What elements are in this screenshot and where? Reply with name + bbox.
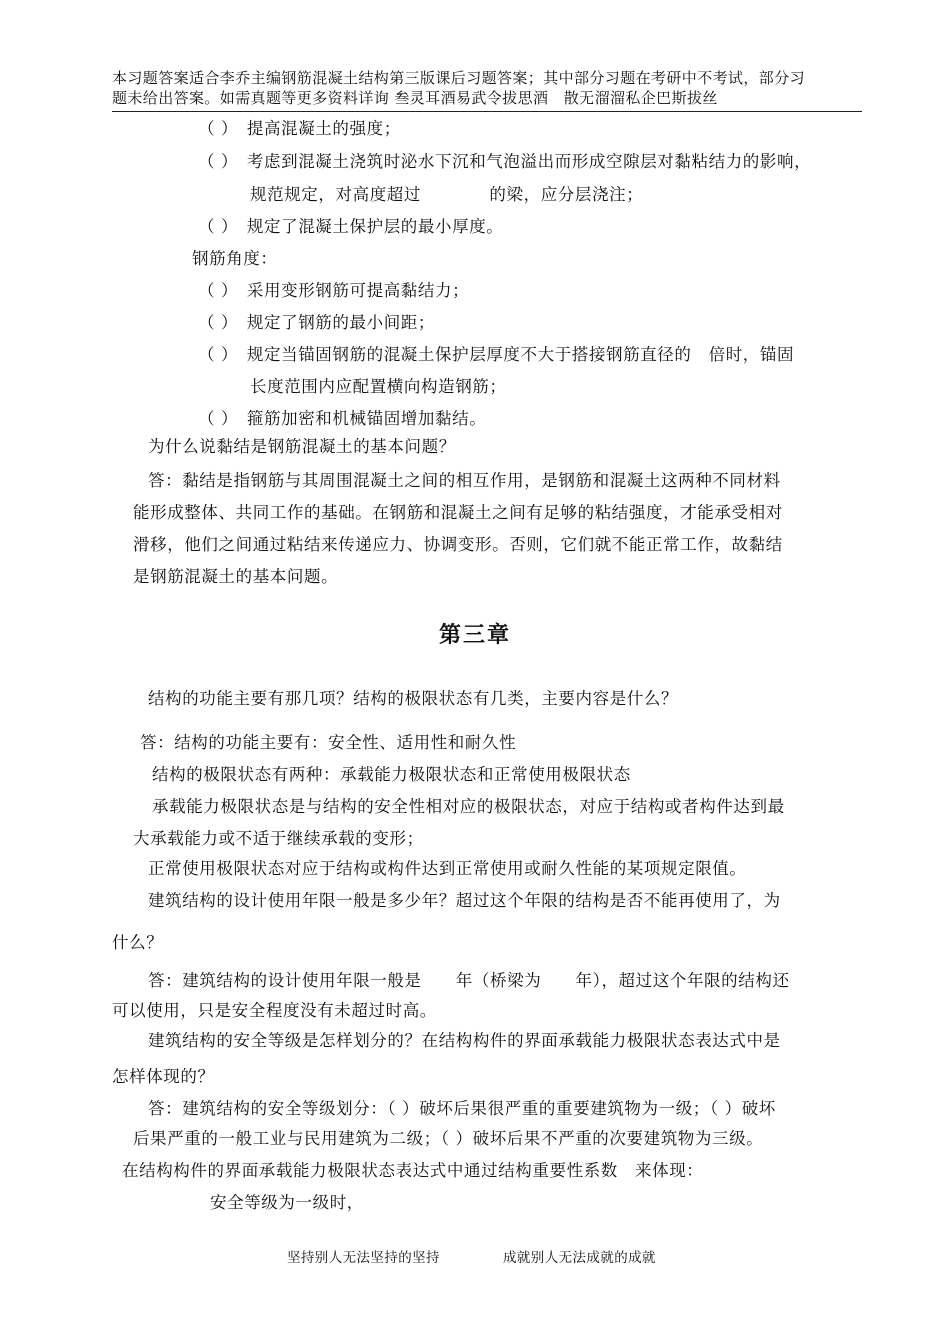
- life-answer-line-1: 答：建筑结构的设计使用年限一般是 年（桥梁为 年），超过这个年限的结构还: [148, 971, 790, 990]
- safety-answer-line-4: 安全等级为一级时，: [210, 1193, 364, 1212]
- header-line-2: 题未给出答案。如需真题等更多资料详询 叁灵耳酒易武令拔思酒 散无溜溜私企巴斯拔丝: [112, 89, 718, 107]
- concrete-item-3: （ ） 规定了混凝土保护层的最小厚度。: [198, 217, 504, 236]
- header-line-1: 本习题答案适合李乔主编钢筋混凝土结构第三版课后习题答案；其中部分习题在考研中不考试，部分习: [112, 69, 806, 87]
- function-answer-line-2: 结构的极限状态有两种：承载能力极限状态和正常使用极限状态: [152, 765, 631, 784]
- rebar-item-3-line-1: （ ） 规定当锚固钢筋的混凝土保护层厚度不大于搭接钢筋直径的 倍时，锚固: [198, 345, 795, 364]
- safety-answer-line-2: 后果严重的一般工业与民用建筑为二级；（ ）破坏后果不严重的次要建筑物为三级。: [133, 1129, 764, 1148]
- safety-answer-line-3: 在结构构件的界面承载能力极限状态表达式中通过结构重要性系数 来体现：: [122, 1161, 704, 1180]
- rebar-item-4: （ ） 箍筋加密和机械锚固增加黏结。: [198, 409, 487, 428]
- life-question-line-1: 建筑结构的设计使用年限一般是多少年？超过这个年限的结构是否不能再使用了，为: [148, 891, 781, 910]
- header-divider: [112, 111, 862, 112]
- bond-answer-line-2: 能形成整体、共同工作的基础。在钢筋和混凝土之间有足够的粘结强度，才能承受相对: [133, 503, 783, 522]
- bond-answer-line-3: 滑移，他们之间通过粘结来传递应力、协调变形。否则，它们就不能正常工作，故黏结: [133, 535, 783, 554]
- chapter-title: 第三章: [438, 622, 511, 648]
- rebar-item-3-line-2: 长度范围内应配置横向构造钢筋；: [250, 377, 507, 396]
- function-answer-line-5: 正常使用极限状态对应于结构或构件达到正常使用或耐久性能的某项规定限值。: [148, 859, 747, 878]
- rebar-heading: 钢筋角度：: [192, 249, 278, 268]
- bond-answer-line-1: 答：黏结是指钢筋与其周围混凝土之间的相互作用，是钢筋和混凝土这两种不同材料: [148, 471, 781, 490]
- page-header: [112, 68, 862, 108]
- life-question-line-2: 什么？: [112, 933, 164, 952]
- bond-question: 为什么说黏结是钢筋混凝土的基本问题？: [148, 437, 456, 456]
- footer-left-slogan: 坚持别人无法坚持的坚持: [287, 1250, 440, 1266]
- bond-answer-line-4: 是钢筋混凝土的基本问题。: [133, 567, 339, 586]
- function-question: 结构的功能主要有那几项？结构的极限状态有几类，主要内容是什么？: [148, 689, 679, 708]
- concrete-item-1: （ ） 提高混凝土的强度；: [198, 119, 401, 138]
- concrete-item-2-line-2: 规范规定，对高度超过 的梁，应分层浇注；: [250, 185, 644, 204]
- function-answer-line-4: 大承载能力或不适于继续承载的变形；: [133, 829, 424, 848]
- rebar-item-2: （ ） 规定了钢筋的最小间距；: [198, 313, 435, 332]
- footer-right-slogan: 成就别人无法成就的成就: [503, 1250, 656, 1266]
- function-answer-line-3: 承载能力极限状态是与结构的安全性相对应的极限状态，对应于结构或者构件达到最: [152, 797, 785, 816]
- function-answer-line-1: 答：结构的功能主要有：安全性、适用性和耐久性: [140, 733, 517, 752]
- safety-question-line-1: 建筑结构的安全等级是怎样划分的？在结构构件的界面承载能力极限状态表达式中是: [148, 1031, 781, 1050]
- rebar-item-1: （ ） 采用变形钢筋可提高黏结力；: [198, 281, 470, 300]
- safety-question-line-2: 怎样体现的？: [112, 1067, 215, 1086]
- life-answer-line-2: 可以使用，只是安全程度没有未超过时高。: [112, 1001, 437, 1020]
- concrete-item-2-line-1: （ ） 考虑到混凝土浇筑时泌水下沉和气泡溢出而形成空隙层对黏粘结力的影响，: [198, 152, 812, 171]
- safety-answer-line-1: 答：建筑结构的安全等级划分：（ ）破坏后果很严重的重要建筑物为一级；（ ）破坏: [148, 1099, 776, 1118]
